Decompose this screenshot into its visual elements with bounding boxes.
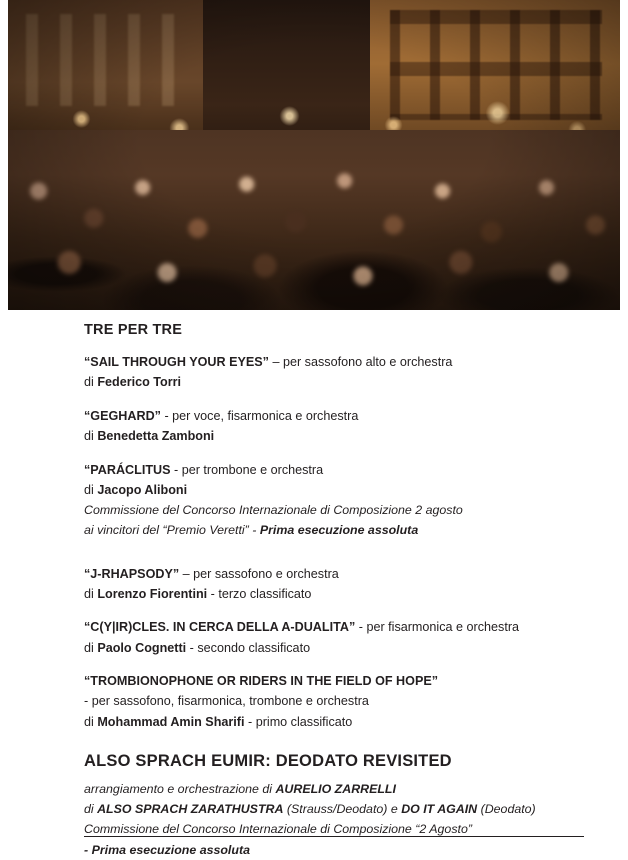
arrangement-prefix: arrangiamento e orchestrazione di bbox=[84, 782, 276, 797]
footer-divider bbox=[84, 836, 584, 837]
work-line bbox=[84, 564, 584, 584]
source-work-2-author: (Deodato) bbox=[477, 802, 536, 817]
work-line bbox=[84, 460, 584, 480]
commission-line: Commissione del Concorso Internazionale di Composizione “2 Agosto” bbox=[84, 822, 472, 837]
composer-suffix: - primo classificato bbox=[244, 714, 353, 729]
composer-name: Jacopo Aliboni bbox=[97, 482, 188, 497]
composer-name: Paolo Cognetti bbox=[97, 640, 187, 655]
composer-line bbox=[84, 584, 584, 604]
composer-name: Benedetta Zamboni bbox=[97, 429, 215, 444]
composer-line bbox=[84, 426, 584, 446]
work-scoring: – per sassofono alto e orchestra bbox=[268, 355, 453, 369]
program-entry bbox=[84, 460, 584, 541]
section-title-tre-per-tre: TRE PER TRE bbox=[84, 322, 183, 338]
work-title: “SAIL THROUGH YOUR EYES” bbox=[84, 355, 269, 369]
work-scoring: – per sassofono e orchestra bbox=[179, 566, 339, 581]
work-line bbox=[84, 671, 584, 691]
composer-prefix: di bbox=[84, 640, 98, 655]
composer-line bbox=[84, 372, 584, 392]
commission-note-line-2 bbox=[84, 520, 584, 540]
composer-suffix: - secondo classificato bbox=[186, 640, 311, 655]
program-entry bbox=[84, 406, 584, 447]
work-title: “C(Y|IR)CLES. IN CERCA DELLA A-DUALITA” bbox=[84, 620, 356, 635]
composer-prefix: di bbox=[84, 714, 98, 729]
work-title: “TROMBIONOPHONE OR RIDERS IN THE FIELD OF HOPE” bbox=[84, 674, 439, 689]
program-entry bbox=[84, 564, 584, 605]
composer-name: Lorenzo Fiorentini bbox=[97, 586, 208, 601]
work-scoring-line: - per sassofono, fisarmonica, trombone e orchestra bbox=[84, 694, 369, 709]
premiere-badge: Prima esecuzione assoluta bbox=[259, 523, 419, 538]
section-title-also-sprach-eumir: ALSO SPRACH EUMIR: DEODATO REVISITED bbox=[84, 752, 452, 771]
photo-vignette bbox=[8, 0, 620, 310]
composer-line bbox=[84, 712, 584, 732]
source-work-2: DO IT AGAIN bbox=[401, 802, 478, 817]
arranger-name: AURELIO ZARRELLI bbox=[275, 782, 396, 797]
work-scoring: - per trombone e orchestra bbox=[170, 462, 324, 477]
arrangement-line bbox=[84, 779, 584, 799]
premiere-badge: - Prima esecuzione assoluta bbox=[84, 842, 250, 857]
composer-name: Mohammad Amin Sharifi bbox=[97, 714, 245, 729]
spacer bbox=[84, 554, 584, 564]
work-title: “J-RHAPSODY” bbox=[84, 566, 180, 581]
premiere-line bbox=[84, 840, 584, 860]
composer-prefix: di bbox=[84, 429, 98, 444]
work-scoring: - per fisarmonica e orchestra bbox=[355, 620, 520, 635]
composer-prefix: di bbox=[84, 482, 98, 497]
source-work-1-author: (Strauss/Deodato) e bbox=[283, 802, 402, 817]
program-entry bbox=[84, 671, 584, 732]
composer-line bbox=[84, 638, 584, 658]
source-work-1: ALSO SPRACH ZARATHUSTRA bbox=[97, 802, 284, 817]
concert-photo bbox=[8, 0, 620, 310]
work-line bbox=[84, 406, 584, 426]
program-entry bbox=[84, 617, 584, 658]
composer-name: Federico Torri bbox=[97, 375, 182, 390]
work-title: “PARÁCLITUS bbox=[84, 462, 171, 477]
commission-note-line-1: Commissione del Concorso Internazionale di Composizione 2 agosto bbox=[84, 503, 463, 518]
source-works-line bbox=[84, 799, 584, 819]
work-scoring: - per voce, fisarmonica e orchestra bbox=[160, 408, 359, 423]
program-entry bbox=[84, 352, 584, 393]
work-line bbox=[84, 352, 584, 372]
work-title: “GEGHARD” bbox=[84, 408, 161, 423]
program-content bbox=[84, 322, 584, 860]
source-prefix: di bbox=[84, 802, 98, 817]
premio-veretti-text: ai vincitori del “Premio Veretti” - bbox=[84, 523, 260, 538]
composer-prefix: di bbox=[84, 375, 98, 390]
work-line bbox=[84, 617, 584, 637]
composer-line bbox=[84, 480, 584, 500]
composer-suffix: - terzo classificato bbox=[207, 586, 312, 601]
composer-prefix: di bbox=[84, 586, 98, 601]
